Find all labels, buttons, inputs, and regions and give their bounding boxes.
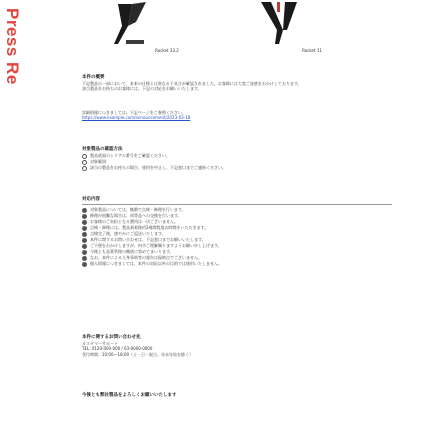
press-release-heading: Press Re	[3, 8, 22, 85]
bullet-icon	[82, 208, 87, 213]
bullet-icon	[82, 262, 87, 267]
bullet-icon	[82, 238, 87, 243]
confirm-section	[82, 146, 392, 171]
bullet-icon	[82, 226, 87, 231]
bullet-icon	[82, 214, 87, 219]
response-item: なお、本件による人身事故等の報告は現時点でございません。	[82, 255, 392, 261]
intro-section	[82, 74, 392, 92]
product-caption: Rocket 11	[302, 48, 322, 53]
espresso-machine-image	[112, 0, 152, 46]
response-item: お客様のご負担となる費用は一切ございません。	[82, 219, 392, 225]
response-item: ご不便をおかけしますが、何卒ご理解賜りますようお願い申し上げます。	[82, 243, 392, 249]
bullet-icon	[82, 232, 87, 237]
response-item: 修理が困難な場合は、同等品への交換を行います。	[82, 213, 392, 219]
main-content	[52, 0, 412, 430]
contact-section	[82, 334, 392, 357]
radio-icon	[82, 160, 87, 165]
contact-line: カスタマーサポート	[82, 341, 118, 346]
bullet-icon	[82, 250, 87, 255]
bullet-icon	[82, 220, 87, 225]
confirm-item: 対象範囲：	[82, 159, 392, 165]
links-section	[82, 110, 392, 121]
response-item: 点検完了後、速やかにご返送いたします。	[82, 231, 392, 237]
confirm-item: 該当の製品をお持ちの場合、使用を中止し、下記窓口までご連絡ください。	[82, 165, 392, 171]
response-item: 個人情報につきましては、本件の対応以外の目的では使用いたしません。	[82, 261, 392, 267]
response-section	[82, 196, 392, 267]
footer-title: 今後とも弊社製品をよろしくお願いいたします	[82, 393, 177, 398]
bullet-icon	[82, 256, 87, 261]
contact-hours: 受付時間：10:00〜18:00（土・日・祝日、年末年始を除く）	[82, 351, 194, 357]
response-item: 対象製品については、無償で点検・修理を行います。	[82, 207, 392, 213]
product-rocket-11	[257, 0, 367, 53]
response-title: 対応内容	[82, 197, 100, 202]
confirm-title: 対象製品の確認方法	[82, 147, 123, 152]
response-item: 点検・修理には、製品到着後約2週間程度お時間をいただきます。	[82, 225, 392, 231]
links-intro: 詳細情報につきましては、下記ページをご参照ください。	[82, 110, 186, 115]
divider	[82, 204, 392, 205]
product-images	[52, 0, 412, 62]
radio-icon	[82, 154, 87, 159]
intro-title: 本件の概要	[82, 75, 105, 80]
sidebar	[0, 0, 22, 430]
contact-phone: TEL: 0120-000-000 / 03-0000-0000	[82, 346, 153, 352]
announcement-link[interactable]: https://www.example.com/announcement/2023-03-18	[82, 115, 191, 121]
bike-frame-image	[257, 0, 301, 46]
confirm-item: 製品底面のシリアル番号をご確認ください。	[82, 153, 392, 159]
bullet-icon	[82, 244, 87, 249]
product-caption: Rocket 33.2	[155, 48, 179, 53]
radio-icon	[82, 166, 87, 171]
footer-section	[82, 392, 392, 399]
response-item: 本件に関するお問い合わせは、下記窓口までお願いいたします。	[82, 237, 392, 243]
product-rocket-33-2	[112, 0, 222, 53]
response-item: 今後とも品質管理の徹底に努めてまいります。	[82, 249, 392, 255]
contact-title: 本件に関するお問い合わせ先	[82, 335, 141, 340]
intro-line: 下記製品の一部において、本来の仕様とは異なる不具合が確認されました。お客様には大変ご迷惑をおかけしております。	[82, 81, 302, 86]
intro-line: 該当製品をお持ちのお客様には、下記の対応をお願いいたします。	[82, 86, 202, 92]
